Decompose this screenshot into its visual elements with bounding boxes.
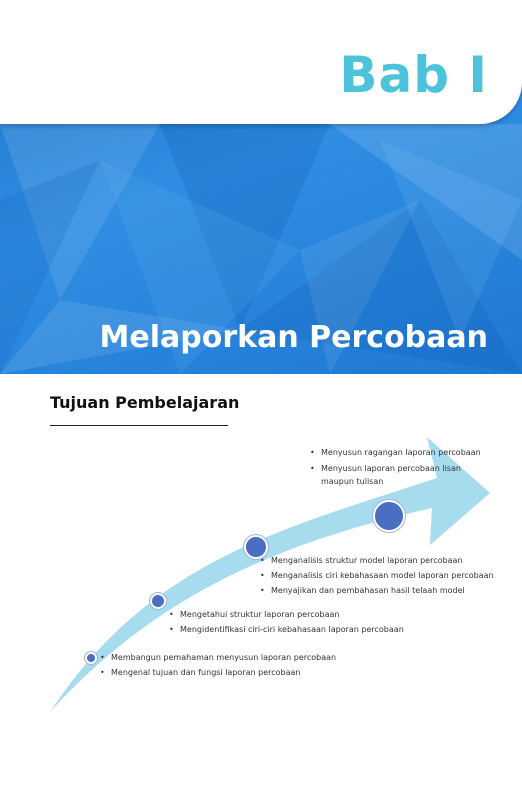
- goal-item: • Mengenal tujuan dan fungsi laporan percobaan: [100, 665, 360, 680]
- goal-item: • Menganalisis ciri kebahasaan model laporan percobaan: [260, 568, 515, 583]
- chapter-title: Melaporkan Percobaan: [99, 320, 488, 355]
- stage-dot-4: [373, 500, 405, 532]
- stage-1-goals: [100, 650, 360, 680]
- stage-3-goals: [260, 553, 515, 598]
- section-heading: Tujuan Pembelajaran: [50, 393, 240, 412]
- goal-item: • Mengidentifikasi ciri-ciri kebahasaan laporan percobaan: [169, 622, 429, 637]
- goal-item: • Menyajikan dan pembahasan hasil telaah model: [260, 583, 515, 598]
- goal-item: • Menyusun ragangan laporan percobaan: [310, 446, 495, 459]
- goal-item: • Menganalisis struktur model laporan percobaan: [260, 553, 515, 568]
- stage-dot-1: [85, 652, 97, 664]
- stage-2-goals: [169, 607, 429, 637]
- chapter-label: Bab I: [339, 46, 488, 104]
- goal-item: • Menyusun laporan percobaan lisan maupun tulisan: [310, 462, 495, 488]
- goal-item: • Mengetahui struktur laporan percobaan: [169, 607, 429, 622]
- stage-4-goals: [310, 446, 495, 488]
- goal-item: • Membangun pemahaman menyusun laporan percobaan: [100, 650, 360, 665]
- stage-dot-2: [150, 593, 166, 609]
